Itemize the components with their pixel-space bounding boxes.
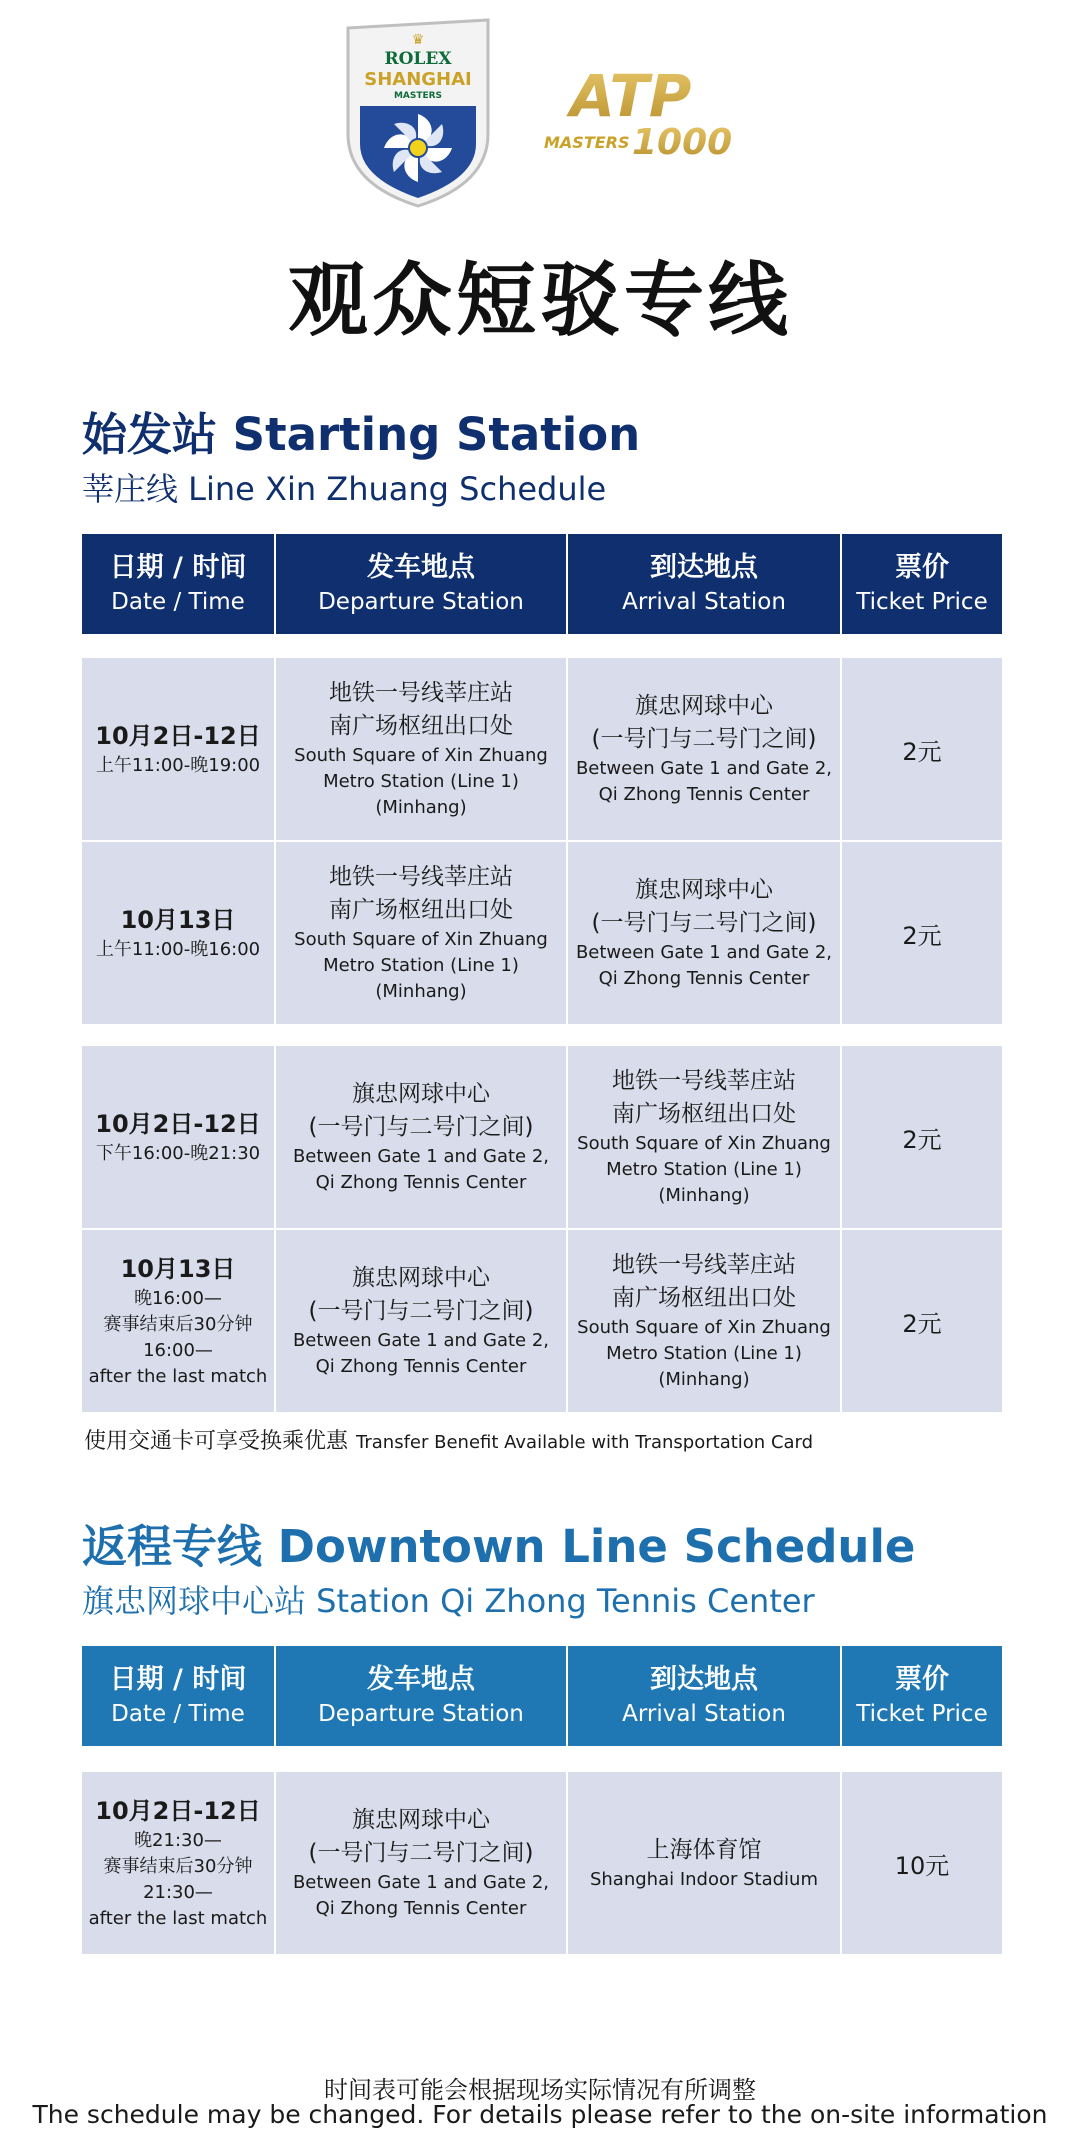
date-cell: 10月2日-12日 晚21:30— 赛事结束后30分钟 21:30— after the last match — [82, 1772, 276, 1954]
departure-cell: 旗忠网球中心 (一号门与二号门之间) Between Gate 1 and Gate 2, Qi Zhong Tennis Center — [276, 1230, 568, 1412]
date-cell: 10月2日-12日 下午16:00-晚21:30 — [82, 1046, 276, 1228]
header-arrival: 到达地点 Arrival Station — [568, 1646, 842, 1746]
footer-note-zh: 时间表可能会根据现场实际情况有所调整 — [324, 2076, 756, 2104]
transfer-note-en: Transfer Benefit Available with Transportation Card — [356, 1432, 814, 1453]
header-arrival: 到达地点 Arrival Station — [568, 534, 842, 634]
table-row — [82, 1772, 1002, 1954]
svg-text:ROLEX: ROLEX — [384, 49, 452, 69]
svg-text:SHANGHAI: SHANGHAI — [364, 69, 472, 90]
departure-cell: 地铁一号线莘庄站 南广场枢纽出口处 South Square of Xin Zhuang Metro Station (Line 1) (Minhang) — [276, 658, 568, 840]
table-row — [82, 842, 1002, 1024]
price-cell: 10元 — [894, 1851, 950, 1880]
page-title: 观众短驳专线 — [288, 254, 792, 347]
svg-text:MASTERS: MASTERS — [544, 133, 630, 152]
header-departure: 发车地点 Departure Station — [276, 534, 568, 634]
date-cell: 10月13日 上午11:00-晚16:00 — [82, 842, 276, 1024]
date-cell: 10月13日 晚16:00— 赛事结束后30分钟 16:00— after the last match — [82, 1230, 276, 1412]
starting-table-header — [82, 534, 1002, 634]
arrival-cell: 上海体育馆 Shanghai Indoor Stadium — [568, 1772, 842, 1954]
header-departure: 发车地点 Departure Station — [276, 1646, 568, 1746]
header-price: 票价 Ticket Price — [856, 1664, 988, 1727]
svg-text:1000: 1000 — [632, 122, 733, 160]
arrival-cell: 旗忠网球中心 (一号门与二号门之间) Between Gate 1 and Gate 2, Qi Zhong Tennis Center — [568, 658, 842, 840]
table-row — [82, 1230, 1002, 1412]
downtown-section-subtitle: 旗忠网球中心站 Station Qi Zhong Tennis Center — [82, 1582, 815, 1620]
departure-cell: 旗忠网球中心 (一号门与二号门之间) Between Gate 1 and Gate 2, Qi Zhong Tennis Center — [276, 1046, 568, 1228]
starting-section-title: 始发站 Starting Station — [82, 408, 641, 461]
rolex-shanghai-masters-logo — [338, 14, 498, 210]
starting-section-subtitle: 莘庄线 Line Xin Zhuang Schedule — [82, 470, 607, 508]
transfer-note-zh: 使用交通卡可享受换乘优惠 — [84, 1429, 349, 1454]
downtown-section-title: 返程专线 Downtown Line Schedule — [82, 1520, 916, 1573]
svg-text:MASTERS: MASTERS — [393, 91, 443, 101]
svg-text:ATP: ATP — [570, 62, 692, 130]
price-cell: 2元 — [902, 1125, 942, 1154]
departure-cell: 旗忠网球中心 (一号门与二号门之间) Between Gate 1 and Gate 2, Qi Zhong Tennis Center — [276, 1772, 568, 1954]
price-cell: 2元 — [902, 921, 942, 950]
arrival-cell: 地铁一号线莘庄站 南广场枢纽出口处 South Square of Xin Zhuang Metro Station (Line 1) (Minhang) — [568, 1046, 842, 1228]
svg-text:♛: ♛ — [411, 32, 425, 48]
arrival-cell: 旗忠网球中心 (一号门与二号门之间) Between Gate 1 and Gate 2, Qi Zhong Tennis Center — [568, 842, 842, 1024]
table-row — [82, 1046, 1002, 1228]
header-date-time: 日期 / 时间 Date / Time — [82, 1646, 276, 1746]
arrival-cell: 地铁一号线莘庄站 南广场枢纽出口处 South Square of Xin Zhuang Metro Station (Line 1) (Minhang) — [568, 1230, 842, 1412]
downtown-table-header — [82, 1646, 1002, 1746]
price-cell: 2元 — [902, 737, 942, 766]
header-price: 票价 Ticket Price — [856, 552, 988, 615]
date-cell: 10月2日-12日 上午11:00-晚19:00 — [82, 658, 276, 840]
footer-note-en: The schedule may be changed. For details please refer to the on-site information — [32, 2100, 1048, 2129]
atp-masters-1000-logo — [540, 60, 740, 160]
table-row — [82, 658, 1002, 840]
price-cell: 2元 — [902, 1309, 942, 1338]
departure-cell: 地铁一号线莘庄站 南广场枢纽出口处 South Square of Xin Zhuang Metro Station (Line 1) (Minhang) — [276, 842, 568, 1024]
header-date-time: 日期 / 时间 Date / Time — [82, 534, 276, 634]
transfer-note — [84, 1424, 813, 1455]
